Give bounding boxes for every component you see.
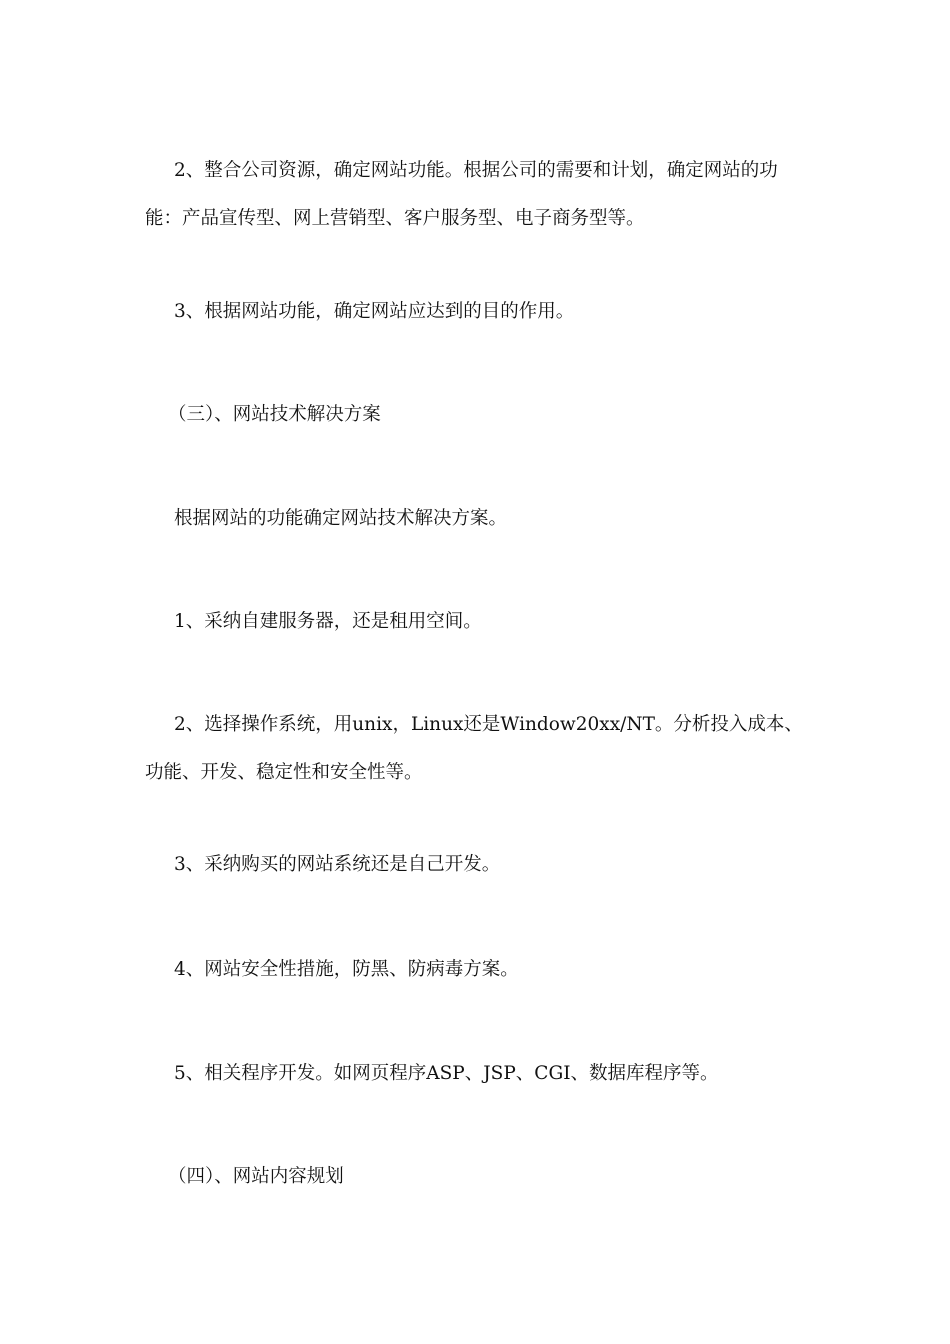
paragraph-program-development: 5、相关程序开发。如网页程序ASP、JSP、CGI、数据库程序等。 (174, 1063, 719, 1084)
paragraph-website-purpose: 3、根据网站功能，确定网站应达到的目的作用。 (174, 301, 575, 322)
paragraph-os-choice: 2、选择操作系统，用unix，Linux还是Window20xx/NT。分析投入成本、功能、开发、稳定性和安全性等。 (145, 714, 803, 783)
paragraph-security-measures: 4、网站安全性措施，防黑、防病毒方案。 (174, 959, 519, 980)
section-heading-content-planning: （四）、网站内容规划 (168, 1166, 344, 1187)
paragraph-system-development: 3、采纳购买的网站系统还是自己开发。 (174, 854, 501, 875)
section-heading-tech-solution: （三）、网站技术解决方案 (168, 404, 381, 425)
paragraph-tech-intro: 根据网站的功能确定网站技术解决方案。 (174, 508, 508, 529)
paragraph-server-choice: 1、采纳自建服务器，还是租用空间。 (174, 611, 482, 632)
paragraph-integrate-resources: 2、整合公司资源，确定网站功能。根据公司的需要和计划，确定网站的功能：产品宣传型、网上营销型、客户服务型、电子商务型等。 (145, 160, 778, 229)
